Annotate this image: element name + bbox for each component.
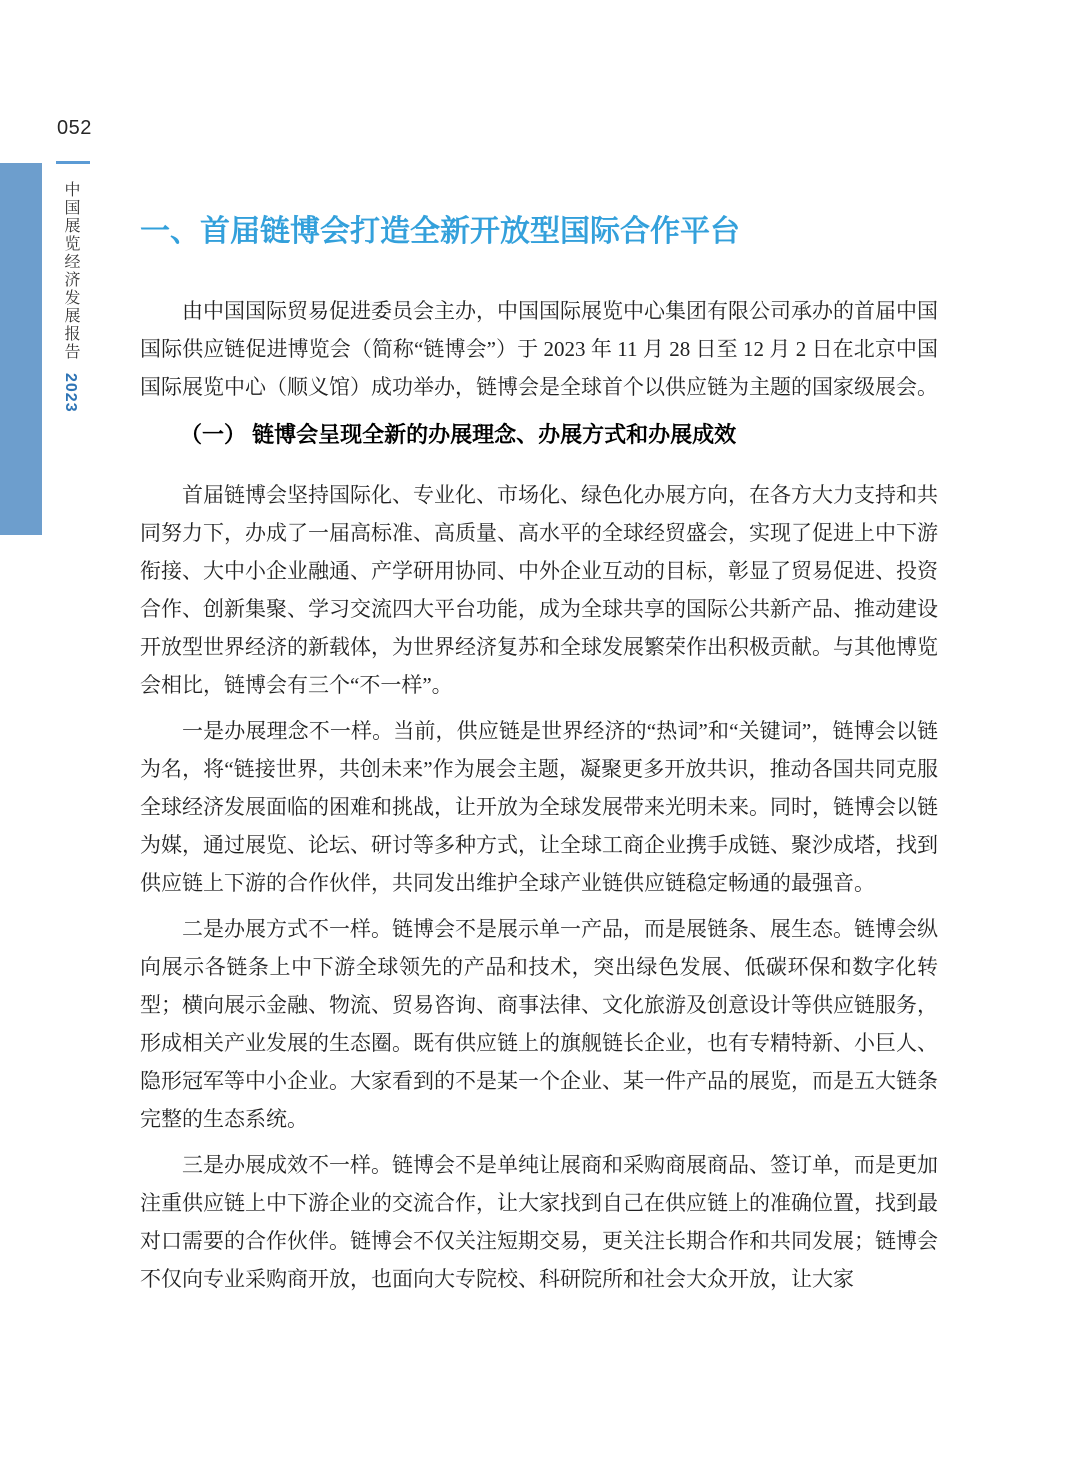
paragraph-overview: 首届链博会坚持国际化、专业化、市场化、绿色化办展方向，在各方大力支持和共同努力下，办成了一届高标准、高质量、高水平的全球经贸盛会，实现了促进上中下游衔接、大中小企业融通、产学研用协同、中外企业互动的目标，彰显了贸易促进、投资合作、创新集聚、学习交流四大平台功能，成为全球共享的国际公共新产品、推动建设开放型世界经济的新载体，为世界经济复苏和全球发展繁荣作出积极贡献。与其他博览会相比，链博会有三个“不一样”。 [140, 483, 938, 697]
subsection-heading: （一） 链博会呈现全新的办展理念、办展方式和办展成效 [180, 422, 737, 447]
paragraph-point-two: 二是办展方式不一样。链博会不是展示单一产品，而是展链条、展生态。链博会纵向展示各链条上中下游全球领先的产品和技术，突出绿色发展、低碳环保和数字化转型；横向展示金融、物流、贸易咨询、商事法律、文化旅游及创意设计等供应链服务，形成相关产业发展的生态圈。既有供应链上的旗舰链长企业，也有专精特新、小巨人、隐形冠军等中小企业。大家看到的不是某一个企业、某一件产品的展览，而是五大链条完整的生态系统。 [140, 917, 938, 1131]
paragraph-point-three: 三是办展成效不一样。链博会不是单纯让展商和采购商展商品、签订单，而是更加注重供应链上中下游企业的交流合作，让大家找到自己在供应链上的准确位置，找到最对口需要的合作伙伴。链博会不仅关注短期交易，更关注长期合作和共同发展；链博会不仅向专业采购商开放，也面向大专院校、科研院所和社会大众开放，让大家 [140, 1153, 938, 1291]
sidebar-vertical-title [59, 181, 81, 413]
paragraph-point-one: 一是办展理念不一样。当前，供应链是世界经济的“热词”和“关键词”，链博会以链为名，将“链接世界，共创未来”作为展会主题，凝聚更多开放共识，推动各国共同克服全球经济发展面临的困难和挑战，让开放为全球发展带来光明未来。同时，链博会以链为媒，通过展览、论坛、研讨等多种方式，让全球工商企业携手成链、聚沙成塔，找到供应链上下游的合作伙伴，共同发出维护全球产业链供应链稳定畅通的最强音。 [140, 719, 938, 895]
sidebar-title-text: 中国展览经济发展报告 [62, 181, 79, 361]
paragraph-intro: 由中国国际贸易促进委员会主办，中国国际展览中心集团有限公司承办的首届中国国际供应链促进博览会（简称“链博会”）于 2023 年 11 月 28 日至 12 月 2 日在北京中国国际展览中心（顺义馆）成功举办，链博会是全球首个以供应链为主题的国家级展会。 [140, 299, 938, 399]
main-content [140, 212, 938, 1306]
section-heading: 一、首届链博会打造全新开放型国际合作平台 [140, 215, 740, 248]
page-number: 052 [57, 117, 92, 139]
sidebar-year-text: 2023 [62, 373, 79, 414]
sidebar-blue-bar [0, 163, 42, 535]
page-number-underline [56, 161, 90, 164]
